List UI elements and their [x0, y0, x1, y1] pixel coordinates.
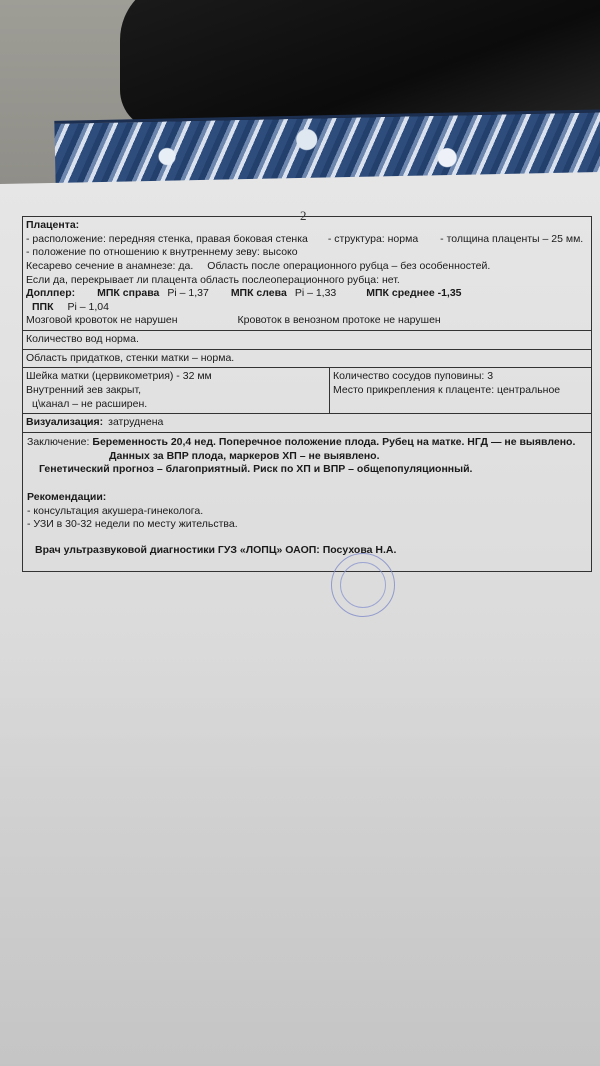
venous-flow: Кровоток в венозном протоке не нарушен — [237, 314, 441, 327]
placenta-location: - расположение: передняя стенка, правая боковая стенка — [26, 232, 308, 245]
conclusion-text-2: Данных за ВПР плода, маркеров ХП – не выявлено. — [109, 449, 380, 462]
recommendation-item: - УЗИ в 30-32 недели по месту жительства. — [27, 518, 238, 531]
cervix-length: Шейка матки (цервикометрия) - 32 мм — [26, 370, 212, 383]
conclusion-text-1: Беременность 20,4 нед. Поперечное положение плода. Рубец на матке. НГД — не выявлено. — [92, 435, 576, 448]
page-number: 2 — [300, 208, 307, 223]
placenta-structure: - структура: норма — [327, 232, 419, 245]
ppk-value: Pi – 1,04 — [67, 300, 109, 313]
placenta-section — [23, 217, 591, 331]
cesarean-row — [26, 260, 588, 274]
placenta-thickness: - толщина плаценты – 25 мм. — [440, 232, 584, 245]
mpk-right-label: МПК справа — [97, 287, 160, 300]
visualization-value: затруднена — [108, 416, 164, 429]
mpk-left-label: МПК слева — [230, 287, 287, 300]
clinic-stamp — [331, 553, 395, 617]
cesarean-history: Кесарево сечение в анамнезе: да. — [26, 259, 194, 272]
cervical-canal: ц\канал – не расширен. — [32, 397, 148, 410]
ppk-label: ППК — [32, 300, 54, 313]
mpk-left-value: Pi – 1,33 — [294, 287, 337, 300]
visualization-row — [23, 414, 591, 433]
conclusion-section — [23, 433, 591, 571]
internal-os: Внутренний зев закрыт, — [26, 384, 142, 397]
placenta-position: - положение по отношению к внутреннему зеву: высоко — [26, 246, 298, 259]
ppk-row — [26, 301, 588, 315]
cervix-cord-section — [23, 368, 591, 414]
flow-row — [26, 314, 588, 328]
mpk-mean: МПК среднее -1,35 — [366, 287, 462, 300]
adnexa-row: Область придатков, стенки матки – норма. — [23, 350, 591, 369]
doctor-signature: Врач ультразвуковой диагностики ГУЗ «ЛОПЦ» ОАОП: Посухова Н.А. — [35, 543, 397, 556]
doppler-row — [26, 287, 588, 301]
placenta-row-1 — [26, 233, 588, 247]
paper-shadow — [0, 640, 600, 1066]
doppler-label: Доплпер: — [26, 287, 76, 300]
mpk-right-value: Pi – 1,37 — [167, 287, 209, 300]
waters-row: Количество вод норма. — [23, 331, 591, 350]
recommendation-item: - консультация акушера-гинеколога. — [27, 504, 204, 517]
scar-overlap: Если да, перекрывает ли плацента область послеоперационного рубца: нет. — [26, 273, 400, 286]
ultrasound-report — [22, 216, 592, 572]
recommendations-heading: Рекомендации: — [27, 490, 107, 503]
visualization-label: Визуализация: — [26, 416, 104, 429]
scar-area: Область после операционного рубца – без особенностей. — [207, 259, 491, 272]
conclusion-text-3: Генетический прогноз – благоприятный. Риск по ХП и ВПР – общепопуляционный. — [39, 463, 473, 476]
cervix-block — [23, 368, 330, 413]
brain-flow: Мозговой кровоток не нарушен — [26, 314, 178, 327]
cord-vessels: Количество сосудов пуповины: 3 — [333, 370, 494, 383]
cord-block — [330, 368, 563, 413]
conclusion-line-1 — [27, 436, 587, 450]
conclusion-label: Заключение: — [27, 435, 90, 448]
cord-attachment: Место прикрепления к плаценте: центральное — [333, 384, 561, 397]
placenta-heading: Плацента: — [26, 219, 80, 231]
